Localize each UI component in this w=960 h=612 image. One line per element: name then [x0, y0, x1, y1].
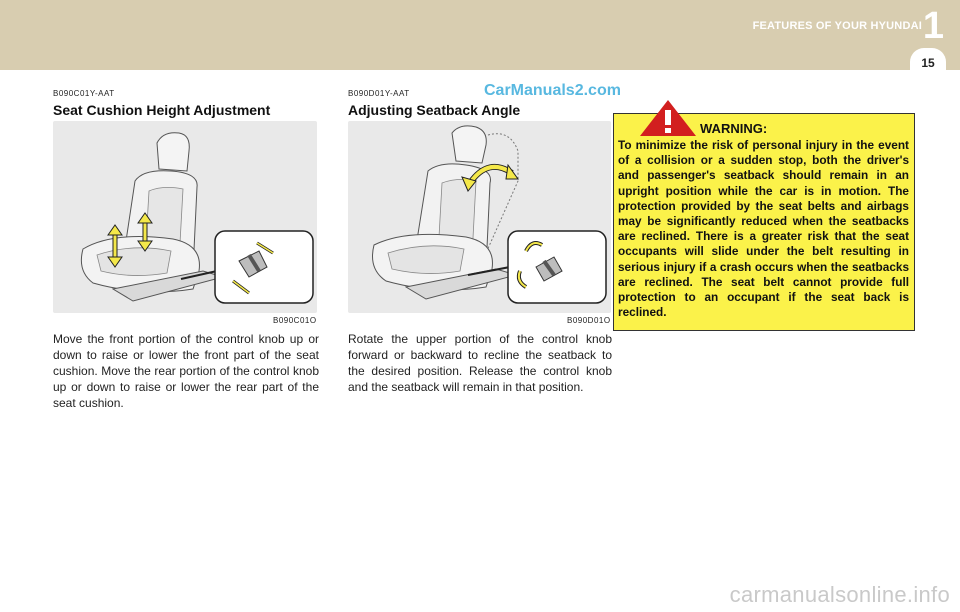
seat-cushion-figure	[53, 121, 317, 313]
left-figure-code: B090C01O	[273, 316, 317, 325]
page-number: 15	[921, 56, 935, 70]
middle-figure-code: B090D01O	[567, 316, 611, 325]
warning-triangle-icon	[638, 98, 698, 138]
middle-section-code: B090D01Y-AAT	[348, 89, 410, 98]
left-section-code: B090C01Y-AAT	[53, 89, 115, 98]
section-title: FEATURES OF YOUR HYUNDAI	[752, 20, 922, 32]
warning-text: To minimize the risk of personal injury in the event of a collision or a sudden stop, both the driver's and passenger's seatback should remain in an upright position while the car is in motion. The protection provided by the seat belts and airbags may be significantly reduced when the seatbacks are reclined. There is a greater risk that the seat occupants will slide under the belt resulting in serious injury if a crash occurs when the seatbacks are reclined. The seat belt cannot provide full protection to an occupant if the seat back is reclined.	[618, 138, 909, 320]
watermark-link[interactable]: CarManuals2.com	[484, 82, 621, 99]
middle-section-heading: Adjusting Seatback Angle	[348, 102, 521, 118]
chapter-number: 1	[922, 5, 944, 47]
seat-cushion-illustration	[53, 121, 317, 313]
middle-section-text: Rotate the upper portion of the control knob forward or backward to recline the seatback to the desired position. Release the control knob and the seatback will remain in that position.	[348, 332, 612, 394]
warning-title: WARNING:	[700, 121, 768, 136]
seatback-angle-illustration	[348, 121, 611, 313]
left-section-text: Move the front portion of the control knob up or down to raise or lower the front part of the seat cushion. Move the rear portion of the control knob up or down to raise or lower the rear part of the seat cushion.	[53, 332, 319, 410]
header-band	[0, 0, 960, 70]
seatback-angle-figure	[348, 121, 611, 313]
watermark-footer: carmanualsonline.info	[729, 582, 950, 607]
left-section-heading: Seat Cushion Height Adjustment	[53, 102, 271, 118]
